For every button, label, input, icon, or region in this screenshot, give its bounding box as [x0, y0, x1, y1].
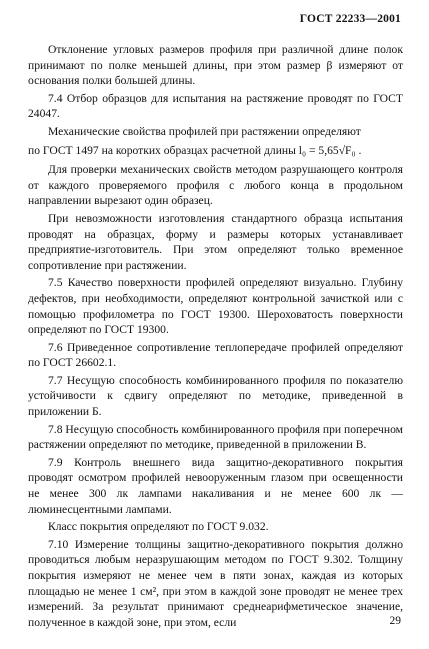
- paragraph-formula: по ГОСТ 1497 на коротких образцах расчетной длины l₀ = 5,65√F₀ .: [28, 143, 362, 157]
- paragraph-angle-deviation: Отклонение угловых размеров профиля при различной длине полок принимают по полке меньшей длины, при этом размер β измеряют от основания полки большей длины.: [28, 43, 403, 88]
- paragraph-destructive-control: Для проверки механических свойств методом разрушающего контроля от каждого проверяемого профиля с любого конца в продольном направлении вырезают один образец.: [28, 163, 403, 208]
- paragraph-nonstandard-sample: При невозможности изготовления стандартного образца испытания проводят на образцах, форму и размеры которых устанавливает предприятие-изготовитель. При этом определяют только временное сопротивление при растяжении.: [28, 211, 403, 272]
- paragraph-7-10: 7.10 Измерение толщины защитно-декоративного покрытия должно проводиться любым неразрушающим методом по ГОСТ 9.302. Толщину покрытия измеряют не менее чем в пяти зонах, каждая из которых площадью не менее 1 см², при этом в каждой зоне проводят не менее трех измерений. За результат принимают среднеарифметическое значение, полученное в каждой зоне, при этом, если: [28, 537, 403, 629]
- paragraph-7-7: 7.7 Несущую способность комбинированного профиля по показателю устойчивости к сдвигу определяют по методике, приведенной в приложении Б.: [28, 373, 403, 419]
- paragraph-7-5: 7.5 Качество поверхности профилей определяют визуально. Глубину дефектов, при необходимости, определяют контрольной зачисткой или с помощью профилометра по ГОСТ 19300. Шероховатость поверхности определяют по ГОСТ 19300.: [28, 276, 403, 337]
- paragraph-7-8: 7.8 Несущую способность комбинированного профиля при поперечном растяжении определяют по методике, приведенной в приложении В.: [28, 422, 403, 452]
- paragraph-mechanical-properties: Механические свойства профилей при растяжении определяют: [48, 124, 361, 138]
- paragraph-7-4: 7.4 Отбор образцов для испытания на растяжение проводят по ГОСТ 24047.: [28, 91, 403, 121]
- document-body: [28, 42, 403, 632]
- document-code-header: ГОСТ 22233—2001: [299, 13, 401, 25]
- page-number: 29: [389, 615, 401, 627]
- paragraph-7-6: 7.6 Приведенное сопротивление теплопередаче профилей определяют по ГОСТ 26602.1.: [28, 340, 403, 370]
- paragraph-7-9: 7.9 Контроль внешнего вида защитно-декоративного покрытия проводят осмотром профилей невооруженным глазом при освещенности не менее 300 лк лампами накаливания и не менее 600 лк — люминесцентными лампами.: [28, 455, 403, 516]
- paragraph-coating-class: Класс покрытия определяют по ГОСТ 9.032.: [48, 520, 269, 534]
